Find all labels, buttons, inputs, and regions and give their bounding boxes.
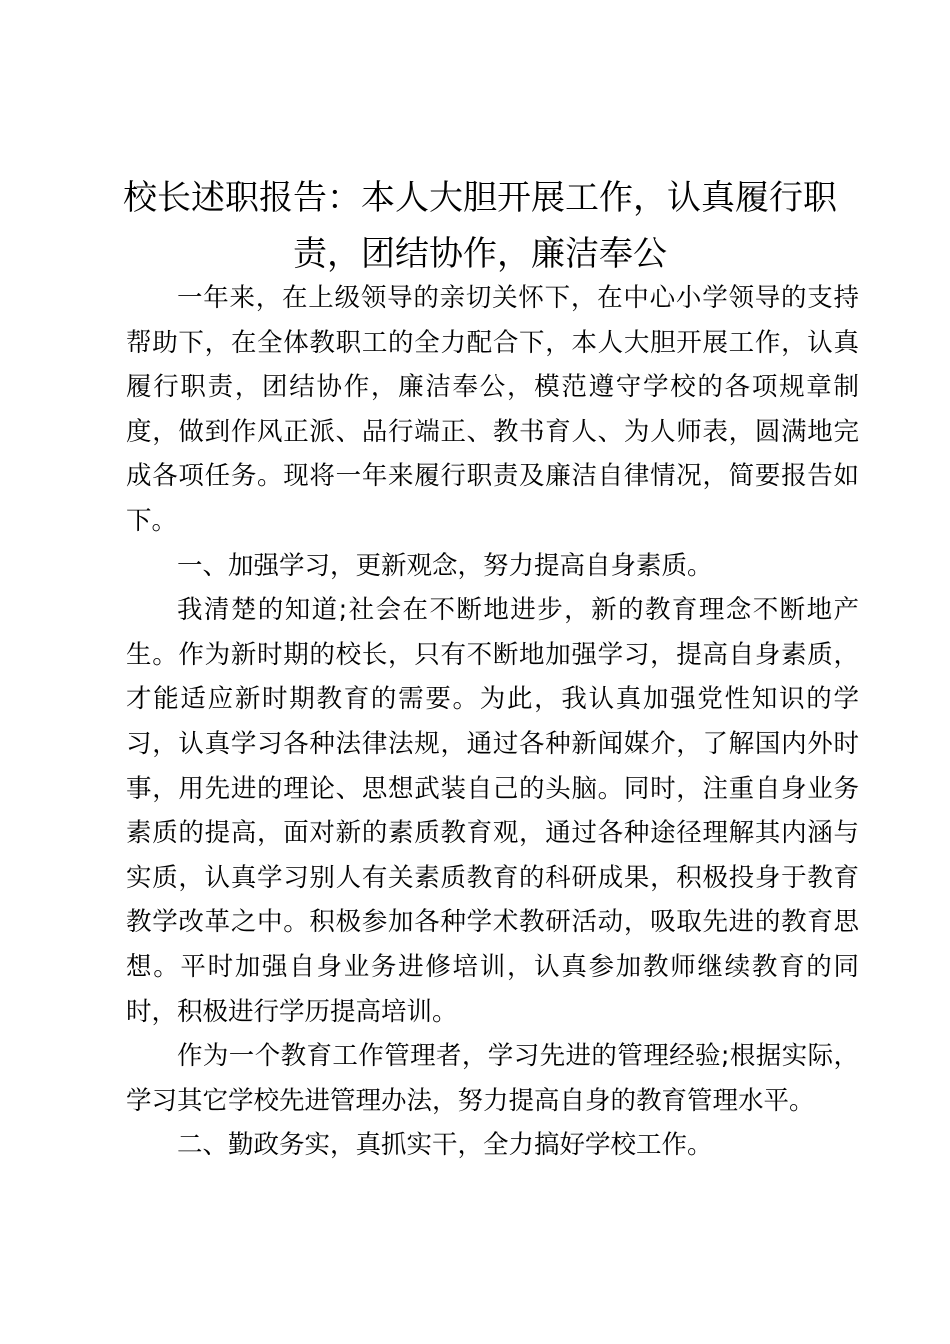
section-heading-2: 二、勤政务实，真抓实干，全力搞好学校工作。 [177, 1130, 713, 1161]
section-heading-1: 一、加强学习，更新观念，努力提高自身素质。 [177, 550, 713, 581]
document-title: 校长述职报告：本人大胆开展工作，认真履行职责，团结协作，廉洁奉公 [123, 178, 837, 274]
paragraph-study: 我清楚的知道;社会在不断地进步，新的教育理念不断地产生。作为新时期的校长，只有不断地加强学习，提高自身素质，才能适应新时期教育的需要。为此，我认真加强党性知识的学习，认真学习各种法律法规，通过各种新闻媒介，了解国内外时事，用先进的理论、思想武装自己的头脑。同时，注重自身业务素质的提高，面对新的素质教育观，通过各种途径理解其内涵与实质，认真学习别人有关素质教育的科研成果，积极投身于教育教学改革之中。积极参加各种学术教研活动，吸取先进的教育思想。平时加强自身业务进修培训，认真参加教师继续教育的同时，积极进行学历提高培训。 [126, 595, 859, 1027]
paragraph-management: 作为一个教育工作管理者，学习先进的管理经验;根据实际，学习其它学校先进管理办法，努力提高自身的教育管理水平。 [126, 1041, 859, 1116]
paragraph-intro: 一年来，在上级领导的亲切关怀下，在中心小学领导的支持帮助下，在全体教职工的全力配合下，本人大胆开展工作，认真履行职责，团结协作，廉洁奉公，模范遵守学校的各项规章制度，做到作风正派、品行端正、教书育人、为人师表，圆满地完成各项任务。现将一年来履行职责及廉洁自律情况，简要报告如下。 [126, 283, 859, 536]
document-body [126, 276, 859, 1168]
